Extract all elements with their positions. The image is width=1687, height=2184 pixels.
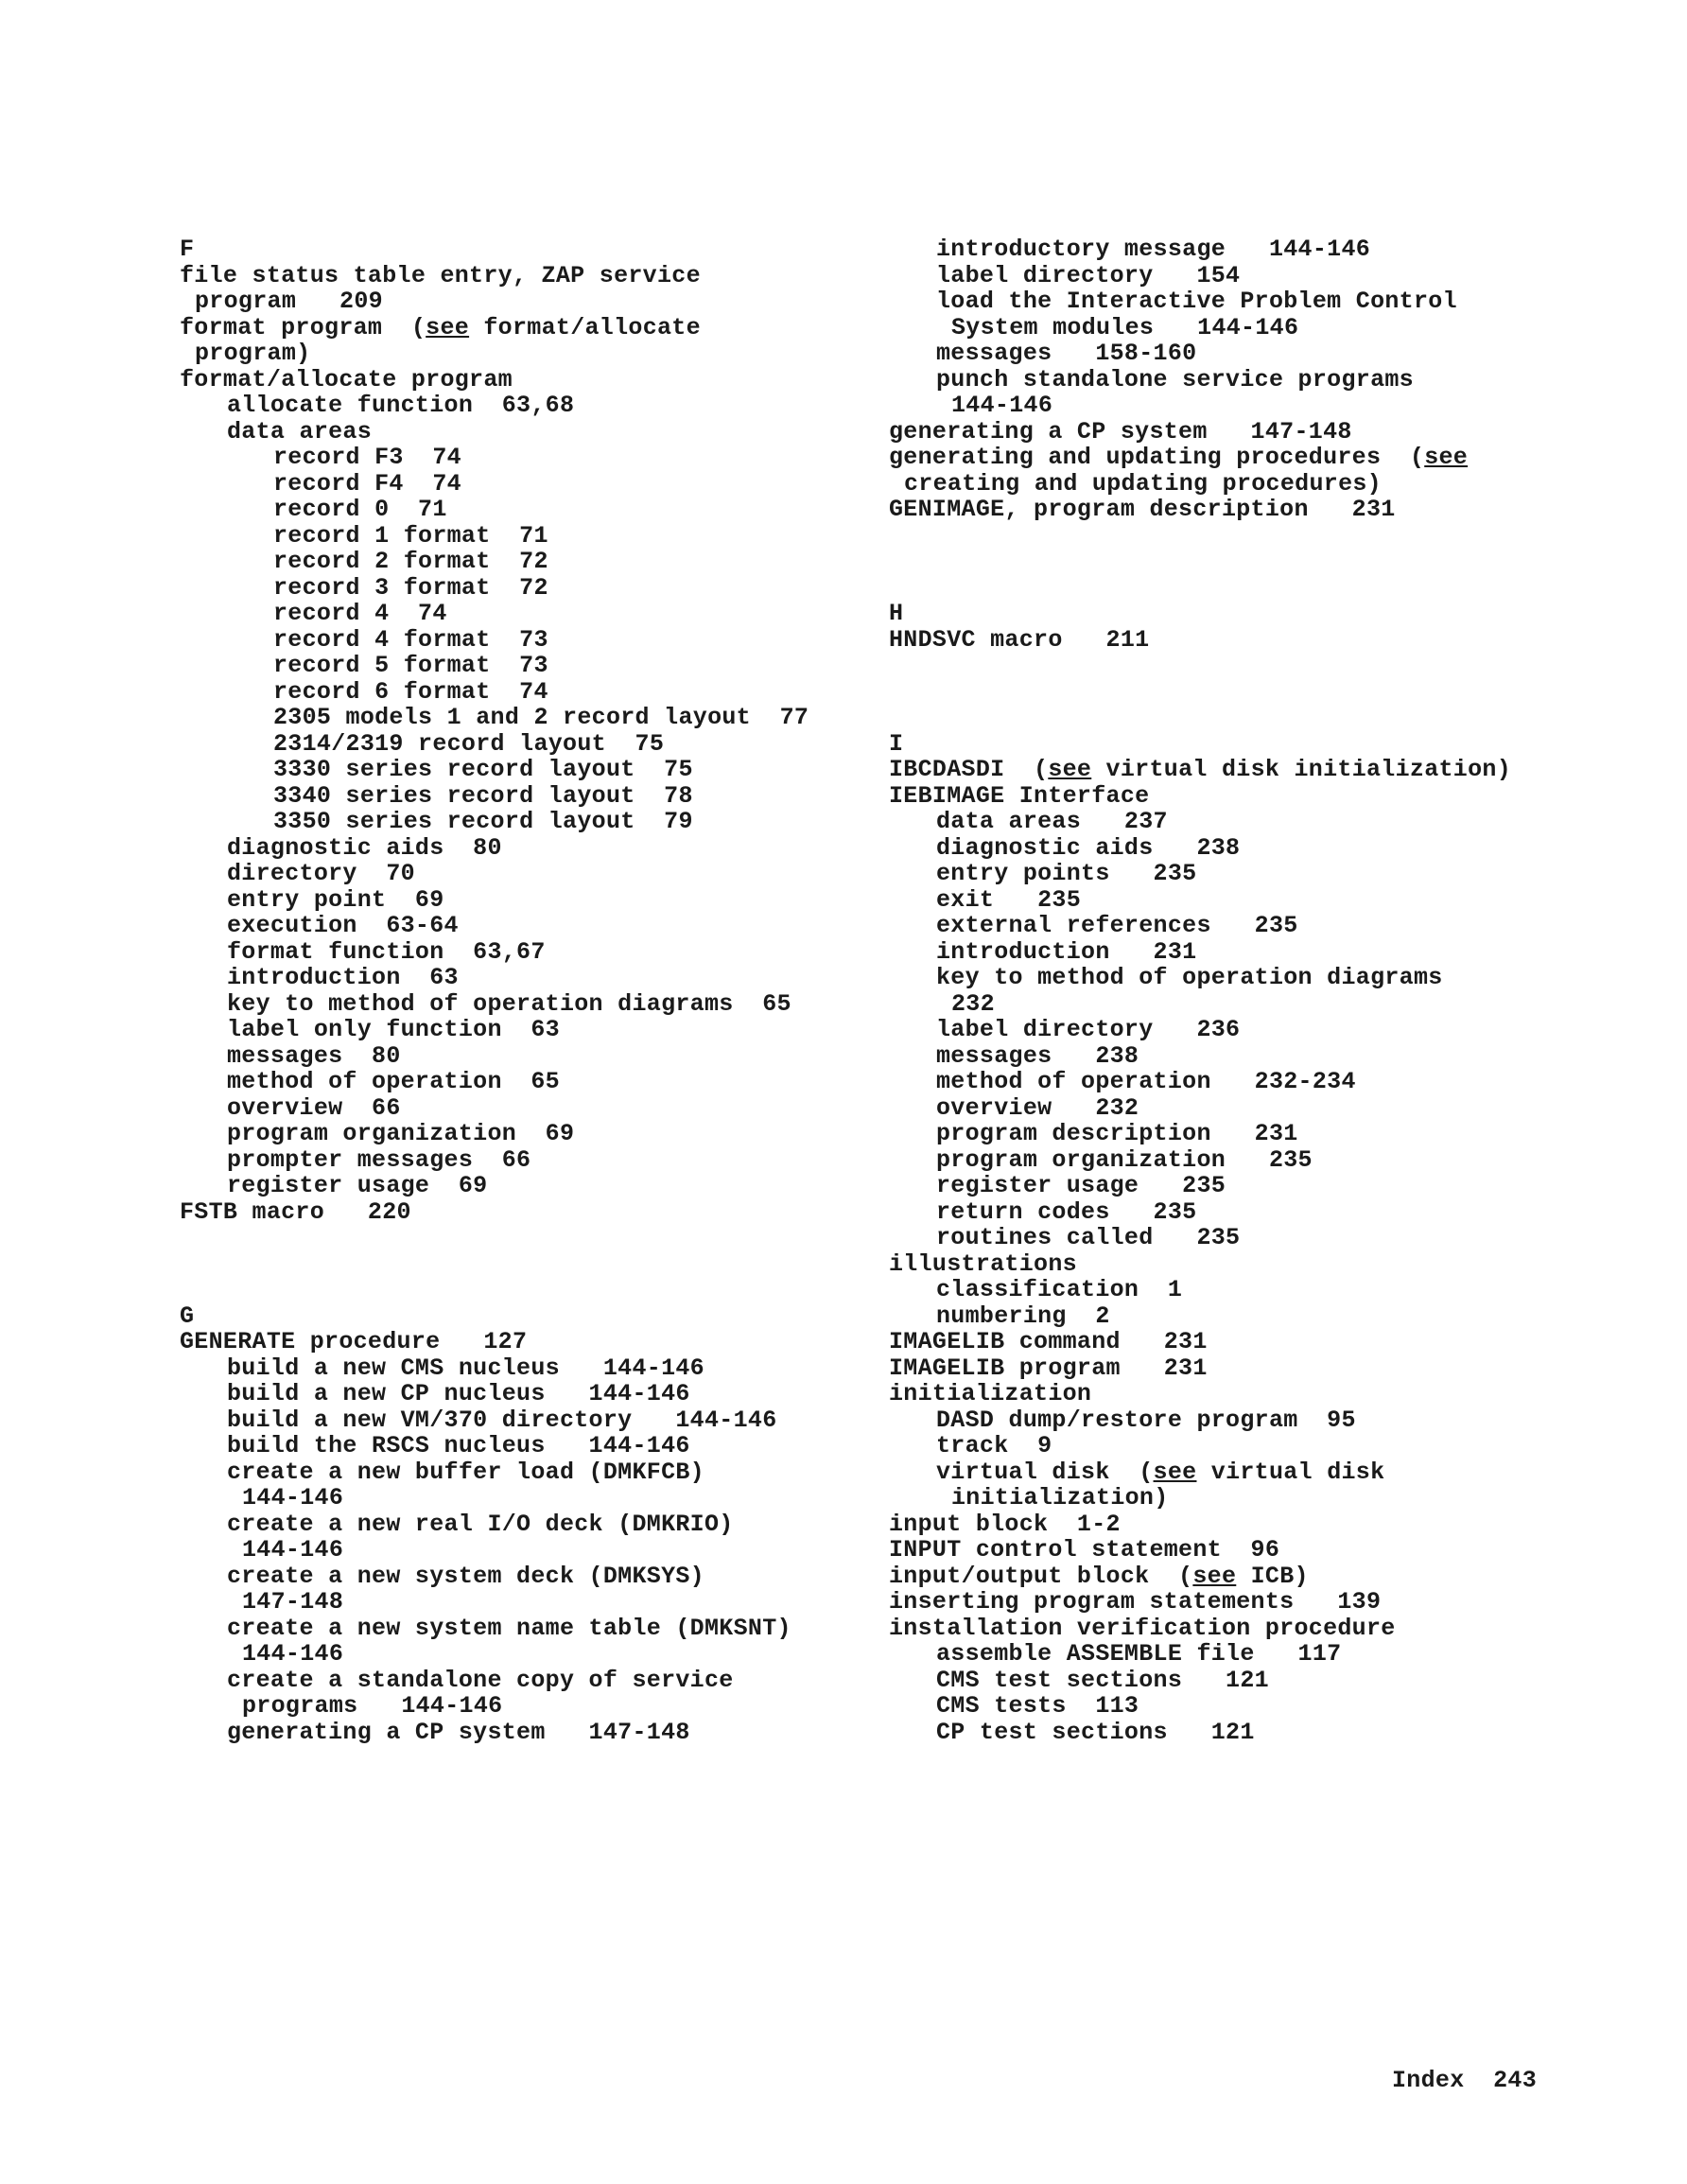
index-entry: introduction 63 bbox=[227, 964, 459, 991]
index-entry: label only function 63 bbox=[227, 1016, 560, 1043]
index-entry: installation verification procedure bbox=[889, 1614, 1396, 1642]
index-entry: 147-148 bbox=[242, 1588, 344, 1616]
index-entry: HNDSVC macro 211 bbox=[889, 625, 1150, 654]
blank-line bbox=[889, 653, 1674, 679]
index-entry: messages 158-160 bbox=[936, 340, 1197, 367]
index-entry: build a new VM/370 directory 144-146 bbox=[227, 1406, 777, 1434]
index-entry: INPUT control statement 96 bbox=[889, 1536, 1280, 1564]
index-entry: 2314/2319 record layout 75 bbox=[273, 729, 665, 758]
index-entry: return codes 235 bbox=[936, 1197, 1197, 1226]
index-entry: introduction 231 bbox=[936, 937, 1197, 966]
index-entry: inserting program statements 139 bbox=[889, 1588, 1382, 1616]
index-entry: create a new real I/O deck (DMKRIO) bbox=[227, 1510, 734, 1538]
index-entry: key to method of operation diagrams 65 bbox=[227, 989, 791, 1018]
index-entry: CP test sections 121 bbox=[936, 1718, 1255, 1746]
index-entry: illustrations bbox=[889, 1249, 1077, 1278]
index-entry: GENIMAGE, program description 231 bbox=[889, 496, 1396, 523]
index-entry: program) bbox=[195, 340, 311, 367]
index-entry: exit 235 bbox=[936, 885, 1082, 914]
index-entry: record 0 71 bbox=[273, 496, 447, 523]
index-entry: IMAGELIB program 231 bbox=[889, 1354, 1208, 1382]
index-entry: external references 235 bbox=[936, 912, 1298, 939]
index-column-left bbox=[180, 236, 879, 1745]
index-entry: create a new system name table (DMKSNT) bbox=[227, 1614, 791, 1642]
blank-line bbox=[889, 679, 1674, 706]
index-entry: record 5 format 73 bbox=[273, 652, 548, 679]
index-entry: generating and updating procedures (see bbox=[889, 444, 1469, 471]
index-entry: create a standalone copy of service bbox=[227, 1666, 734, 1694]
index-entry: label directory 236 bbox=[936, 1016, 1241, 1043]
index-entry: format program (see format/allocate bbox=[180, 313, 701, 341]
index-entry: initialization) bbox=[951, 1484, 1169, 1511]
index-entry: program 209 bbox=[195, 288, 383, 315]
index-entry: numbering 2 bbox=[936, 1302, 1110, 1330]
index-entry: format/allocate program bbox=[180, 365, 513, 393]
index-entry: method of operation 232-234 bbox=[936, 1068, 1356, 1095]
index-entry: assemble ASSEMBLE file 117 bbox=[936, 1640, 1342, 1668]
index-entry: generating a CP system 147-148 bbox=[227, 1718, 690, 1746]
index-entry: introductory message 144-146 bbox=[936, 236, 1371, 263]
index-entry: classification 1 bbox=[936, 1276, 1183, 1303]
index-entry: build a new CP nucleus 144-146 bbox=[227, 1380, 690, 1407]
index-entry: diagnostic aids 238 bbox=[936, 833, 1241, 862]
index-entry: program organization 69 bbox=[227, 1120, 575, 1147]
blank-line bbox=[889, 523, 1674, 550]
index-entry: 144-146 bbox=[951, 392, 1053, 419]
index-entry: DASD dump/restore program 95 bbox=[936, 1406, 1356, 1434]
index-entry: program description 231 bbox=[936, 1120, 1298, 1147]
index-entry: IEBIMAGE Interface bbox=[889, 781, 1150, 810]
index-entry: 144-146 bbox=[242, 1536, 344, 1564]
index-entry: build a new CMS nucleus 144-146 bbox=[227, 1354, 704, 1382]
index-entry: record F4 74 bbox=[273, 469, 461, 498]
index-entry: entry points 235 bbox=[936, 860, 1197, 887]
index-entry: program organization 235 bbox=[936, 1145, 1313, 1174]
index-entry: System modules 144-146 bbox=[951, 313, 1299, 341]
index-entry: register usage 235 bbox=[936, 1172, 1226, 1199]
index-entry: CMS tests 113 bbox=[936, 1692, 1139, 1720]
index-entry: key to method of operation diagrams bbox=[936, 964, 1443, 991]
blank-line bbox=[889, 575, 1674, 602]
footer-label: Index bbox=[1392, 2067, 1465, 2094]
index-entry: 3340 series record layout 78 bbox=[273, 781, 693, 810]
index-entry: GENERATE procedure 127 bbox=[180, 1328, 528, 1355]
index-entry: CMS test sections 121 bbox=[936, 1666, 1269, 1694]
index-entry: routines called 235 bbox=[936, 1224, 1241, 1251]
index-entry: entry point 69 bbox=[227, 885, 444, 914]
index-entry: prompter messages 66 bbox=[227, 1145, 531, 1174]
index-entry: diagnostic aids 80 bbox=[227, 833, 502, 862]
index-entry: virtual disk (see virtual disk bbox=[936, 1458, 1385, 1486]
blank-line bbox=[889, 549, 1674, 575]
blank-line bbox=[889, 705, 1674, 731]
blank-line bbox=[180, 1251, 879, 1278]
index-entry: overview 66 bbox=[227, 1093, 401, 1122]
index-entry: input/output block (see ICB) bbox=[889, 1562, 1309, 1590]
index-entry: record 2 format 72 bbox=[273, 548, 548, 575]
index-entry: execution 63-64 bbox=[227, 912, 459, 939]
index-entry: create a new buffer load (DMKFCB) bbox=[227, 1458, 704, 1486]
index-entry: generating a CP system 147-148 bbox=[889, 417, 1352, 446]
index-entry: record 4 74 bbox=[273, 600, 447, 627]
index-entry: data areas bbox=[227, 417, 373, 446]
index-entry: register usage 69 bbox=[227, 1172, 488, 1199]
index-column-right bbox=[889, 236, 1674, 1745]
index-entry: record 1 format 71 bbox=[273, 521, 548, 550]
index-entry: I bbox=[889, 729, 904, 758]
index-entry: 2305 models 1 and 2 record layout 77 bbox=[273, 704, 809, 731]
index-entry: load the Interactive Problem Control bbox=[936, 288, 1457, 315]
index-entry: record 6 format 74 bbox=[273, 677, 548, 706]
index-entry: directory 70 bbox=[227, 860, 415, 887]
index-entry: programs 144-146 bbox=[242, 1692, 503, 1720]
index-entry: track 9 bbox=[936, 1432, 1052, 1459]
index-entry: build the RSCS nucleus 144-146 bbox=[227, 1432, 690, 1459]
index-entry: record 3 format 72 bbox=[273, 573, 548, 602]
index-entry: 3350 series record layout 79 bbox=[273, 808, 693, 835]
index-entry: record 4 format 73 bbox=[273, 625, 548, 654]
index-entry: punch standalone service programs bbox=[936, 365, 1414, 393]
index-entry: 144-146 bbox=[242, 1640, 344, 1668]
index-entry: 232 bbox=[951, 989, 995, 1018]
page-number: 243 bbox=[1493, 2067, 1538, 2094]
index-entry: creating and updating procedures) bbox=[904, 469, 1382, 498]
index-entry: label directory 154 bbox=[936, 261, 1241, 289]
index-entry: FSTB macro 220 bbox=[180, 1197, 411, 1226]
index-entry: IMAGELIB command 231 bbox=[889, 1328, 1208, 1355]
page-footer bbox=[1392, 2067, 1537, 2094]
index-entry: create a new system deck (DMKSYS) bbox=[227, 1562, 704, 1590]
index-entry: messages 80 bbox=[227, 1041, 401, 1070]
index-entry: method of operation 65 bbox=[227, 1068, 560, 1095]
index-entry: record F3 74 bbox=[273, 444, 461, 471]
index-entry: 144-146 bbox=[242, 1484, 344, 1511]
index-entry: data areas 237 bbox=[936, 808, 1168, 835]
blank-line bbox=[180, 1277, 879, 1303]
index-entry: 3330 series record layout 75 bbox=[273, 756, 693, 783]
index-entry: G bbox=[180, 1302, 195, 1330]
blank-line bbox=[180, 1225, 879, 1251]
index-entry: format function 63,67 bbox=[227, 937, 546, 966]
index-entry: file status table entry, ZAP service bbox=[180, 261, 701, 289]
index-entry: messages 238 bbox=[936, 1041, 1139, 1070]
index-entry: initialization bbox=[889, 1380, 1092, 1407]
index-entry: H bbox=[889, 600, 904, 627]
index-entry: allocate function 63,68 bbox=[227, 392, 575, 419]
index-entry: F bbox=[180, 236, 195, 263]
index-entry: IBCDASDI (see virtual disk initialization) bbox=[889, 756, 1512, 783]
index-entry: overview 232 bbox=[936, 1093, 1139, 1122]
index-entry: input block 1-2 bbox=[889, 1510, 1121, 1538]
